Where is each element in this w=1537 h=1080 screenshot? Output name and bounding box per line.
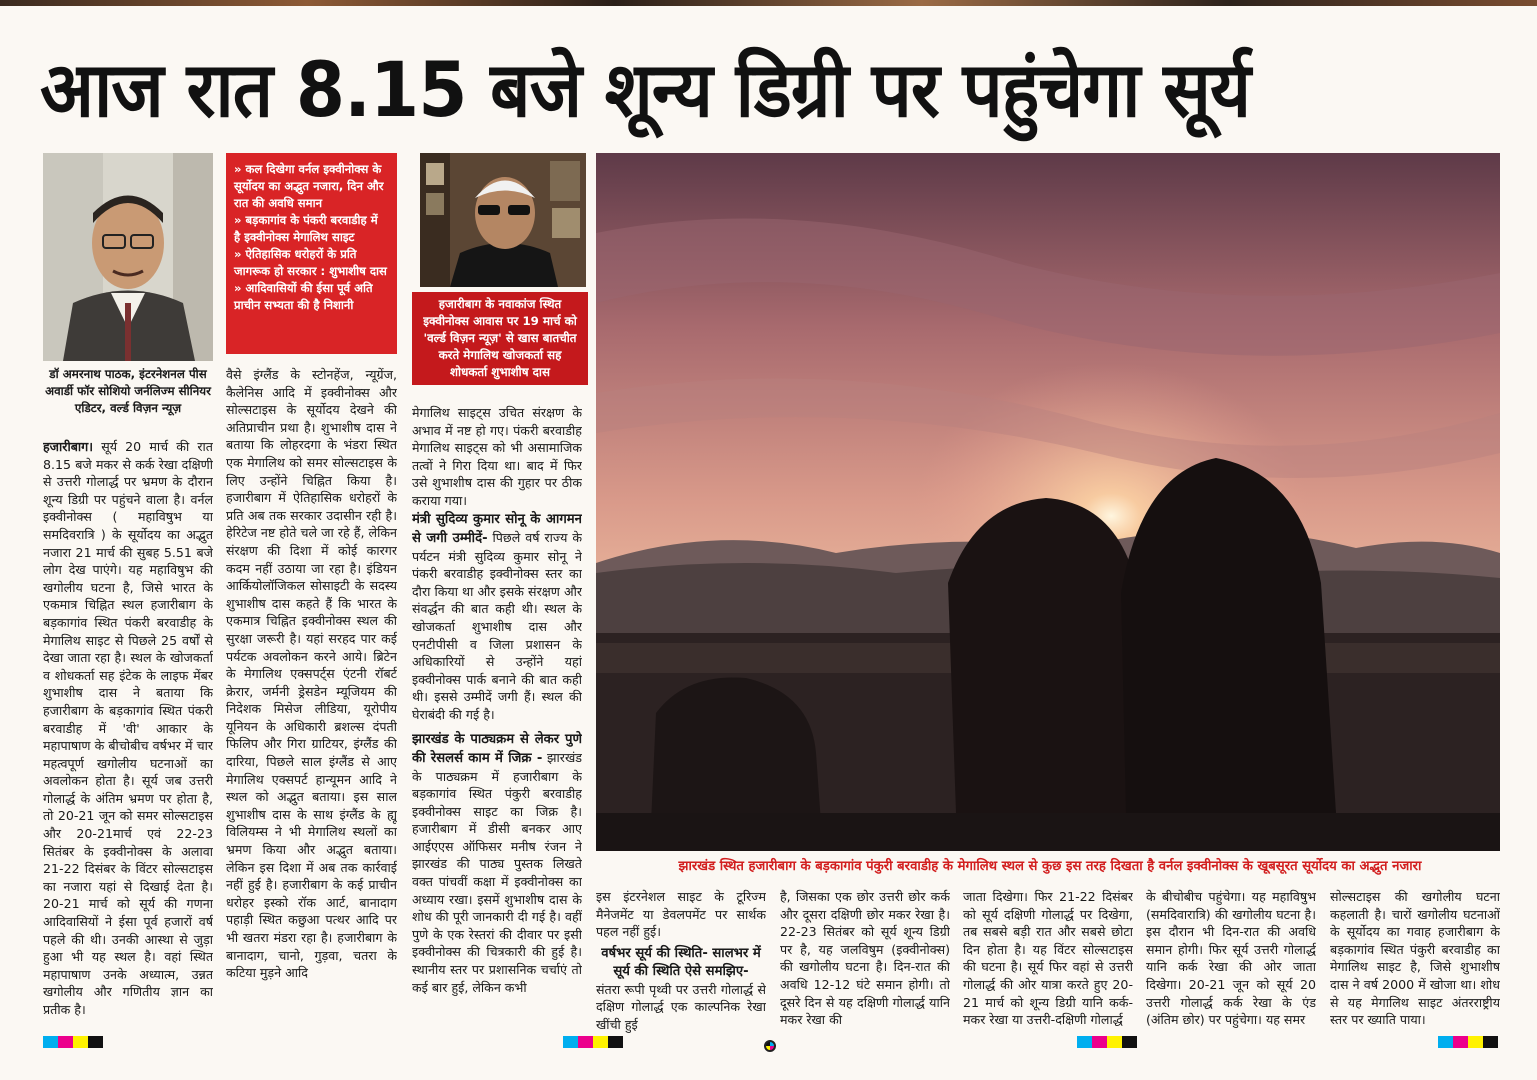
article-paragraph: सोल्सटाइस की खगोलीय घटना कहलाती है। चारों खगोलीय घटनाओं के सूर्योदय का गवाह हजारीबाग के बड़कागांव स्थित पंकुरी बरवाडीह का मेगालिथ साइट है, जिसे शुभाशीष दास ने वर्ष 2000 में खोजा था। शोध से यह मेगालिथ साइट अंतरराष्ट्रीय स्तर पर ख्याति पाया।	[1330, 889, 1500, 1028]
article-paragraph: के बीचोबीच पहुंचेगा। यह महाविषुभ (समदिवारात्रि) की खगोलीय घटना है। इस दौरान भी दिन-रात की अवधि समान होगी। फिर सूर्य उत्तरी गोलार्द्ध यानि कर्क रेखा की ओर जाता दिखेगा। 20-21 जून को सूर्य 20 उत्तरी गोलार्द्ध कर्क रेखा के एंड (अंतिम छोर) पर पहुंचेगा। यह समर	[1146, 889, 1316, 1028]
highlight-item: » ऐतिहासिक धरोहरों के प्रति जागरूक हो सरकार : शुभाशीष दास	[234, 247, 387, 278]
subheading: वर्षभर सूर्य की स्थिति- सालभर में सूर्य की स्थिति ऐसे समझिए-	[601, 945, 761, 979]
person1-photo	[43, 153, 213, 361]
article-paragraph	[43, 438, 213, 1019]
highlight-item: » आदिवासियों की ईसा पूर्व अति प्राचीन सभ्यता की है निशानी	[234, 281, 373, 312]
article-column-4	[596, 888, 766, 1036]
article-text: झारखंड के पाठ्यक्रम में हजारीबाग के बड़कागांव स्थित पंकुरी बरवाडीह इक्वीनोक्स साइट का जिक्र है। हजारीबाग में डीसी बनकर आए आईएएस ऑफिसर मनीष रंजन ने झारखंड की पाठ्य पुस्तक लिखते वक्त पांचवीं कक्षा में इक्वीनोक्स का अध्याय रखा। इसमें शुभाशीष दास के शोध की पूरी जानकारी दी गई है। वहीं पुणे के एक रेस्तरां की दीवार पर इसी इक्वीनोक्स की चित्रकारी की हुई है। स्थानीय स्तर पर प्रशासनिक चर्चाएं तो कई बार हुई, लेकिन कभी	[412, 749, 582, 995]
dateline: हजारीबाग।	[43, 439, 94, 454]
article-paragraph: है, जिसका एक छोर उत्तरी छोर कर्क और दूसरा दक्षिणी छोर मकर रेखा है। 22-23 सितंबर को सूर्य शून्य डिग्री पर है, यह जलविषुम (इक्वीनोक्स) की खगोलीय घटना है। दिन-रात की अवधि 12-12 घंटे समान होगी। तो दूसरे दिन से यह दक्षिणी गोलार्द्ध यानि मकर रेखा की	[780, 889, 950, 1028]
registration-mark-icon	[764, 1040, 776, 1052]
top-image-strip	[0, 0, 1537, 6]
article-column-1	[43, 438, 213, 1036]
person1-caption: डॉ अमरनाथ पाठक, इंटरनेशनल पीस अवार्डी फॉर सोशियो जर्नलिज्म सीनियर एडिटर, वर्ल्ड विज़न न्यूज़	[45, 367, 211, 415]
article-paragraph: संतरा रूपी पृथ्वी पर उत्तरी गोलार्द्ध से दक्षिण गोलार्द्ध एक काल्पनिक रेखा खींची हुई	[596, 981, 766, 1032]
article-paragraph	[412, 510, 582, 724]
article-text: पिछले वर्ष राज्य के पर्यटन मंत्री सुदिव्य कुमार सोनू ने पंकरी बरवाडीह इक्वीनोक्स स्तर का दौरा किया था और इसके संरक्षण और संवर्द्धन की बात कही थी। स्थल के खोजकर्ता शुभाशीष दास और एनटीपीसी व जिला प्रशासन के अधिकारियों से उन्होंने यहां इक्वीनोक्स पार्क बनाने की बात कही थी। इससे उम्मीदें जगी हैं। स्थल की घेराबंदी की गई है।	[412, 529, 582, 722]
person2-photo	[420, 153, 586, 287]
article-paragraph: वैसे इंग्लैंड के स्टोनहेंज, न्यूग्रेंज, कैलेनिस आदि में इक्वीनोक्स और सोल्सटाइस के सूर्योदय देखने की अतिप्राचीन प्रथा है। शुभाशीष दास ने बताया कि लोहरदगा के भंडरा स्थित एक मेगालिथ को समर सोल्सटाइस के लिए उन्होंने चिह्नित किया है। हजारीबाग में ऐतिहासिक धरोहरों के प्रति अब तक सरकार उदासीन रही है। हेरिटेज नष्ट होते चले जा रहे हैं, लेकिन संरक्षण की दिशा में कोई कारगर कदम नहीं उठाया जा रहा है। इंडियन आर्कियोलॉजिकल सोसाइटी के सदस्य शुभाशीष दास कहते हैं कि भारत के एकमात्र चिह्नित इक्वीनोक्स स्थल की सुरक्षा जरूरी है। यहां सरहद पार कई पर्यटक अवलोकन करने आये। ब्रिटेन के मेगालिथ एक्सपर्ट्स एंटनी रॉबर्ट क्रेरार, जर्मनी ड्रेसडेन म्यूजियम की निदेशक मिसेज लीडिया, यूरोपीय यूनियन के अधिकारी ब्रशल्स दंपती फिलिप और गिरा ग्राटियर, इंग्लैंड की दारिया, पिछले साल इंग्लैंड से आए मेगालिथ एक्सपर्ट हान्यूमन आदि ने स्थल को अद्भुत बताया। इस साल शुभाशीष दास के साथ इंग्लैंड के ह्यू विलियम्स ने भी मेगालिथ स्थलों का भ्रमण किया और अद्भुत बताया। लेकिन इस दिशा में अब तक कार्रवाई नहीं हुई है। हजारीबाग के कई प्राचीन धरोहर इस्को रॉक आर्ट, बानादाग पहाड़ी स्थित कछुआ पत्थर आदि पर भी खतरा मंडरा रहा है। हजारीबाग के बानादाग, चानो, गुड़वा, चतरा के कटिया मुड़ने आदि	[226, 367, 397, 981]
headline: आज रात 8.15 बजे शून्य डिग्री पर पहुंचेगा सूर्य	[40, 45, 1251, 134]
main-photo-caption: झारखंड स्थित हजारीबाग के बड़कागांव पंकुरी बरवाडीह के मेगालिथ स्थल से कुछ इस तरह दिखता है वर्नल इक्वीनोक्स के खूबसूरत सूर्योदय का अद्भुत नजारा	[678, 859, 1422, 874]
article-column-8	[1330, 888, 1500, 1036]
article-paragraph: जाता दिखेगा। फिर 21-22 दिसंबर को सूर्य दक्षिणी गोलार्द्ध पर दिखेगा, तब सबसे बड़ी रात और सबसे छोटा दिन होता है। यह विंटर सोल्सटाइस की घटना है। सूर्य फिर वहां से उत्तरी गोलार्द्ध की ओर यात्रा करते हुए 20-21 मार्च को शून्य डिग्री यानि कर्क-मकर रेखा या उत्तरी-दक्षिणी गोलार्द्ध	[963, 889, 1133, 1028]
subheading: झारखंड के पाठ्यक्रम से लेकर पुणे की रेसलर्स काम में जिक्र -	[412, 731, 582, 766]
cmyk-color-bar-icon	[1438, 1036, 1498, 1048]
subheading: मंत्री सुदिव्य कुमार सोनू के आगमन से जगी उम्मीदें-	[412, 511, 582, 546]
highlight-item: » बड़कागांव के पंकरी बरवाडीह में है इक्वीनोक्स मेगालिथ साइट	[234, 213, 378, 244]
cmyk-color-bar-icon	[1077, 1036, 1137, 1048]
article-column-3	[412, 404, 582, 1036]
cmyk-color-bar-icon	[43, 1036, 103, 1048]
article-text: सूर्य 20 मार्च की रात 8.15 बजे मकर से कर्क रेखा दक्षिणी से उत्तरी गोलार्द्ध पर भ्रमण के दौरान शून्य डिग्री पर पहुंचने वाला है। वर्नल इक्वीनोक्स ( महाविषुभ या समदिवरात्रि ) के सूर्योदय का अद्भुत नजारा 21 मार्च की सुबह 5.51 बजे लोग देख पाएंगे। यह महाविषुभ की खगोलीय घटना है, जिसे भारत के एकमात्र चिह्नित स्थल हजारीबाग के बड़कागांव स्थित पंकरी बरवाडीह के मेगालिथ साइट से पिछले 25 वर्षों से देखा जाता रहा है। स्थल के खोजकर्ता व शोधकर्ता सह इंटेक के लाइफ मेंबर शुभाशीष दास ने बताया कि हजारीबाग के बड़कागांव स्थित पंकरी बरवाडीह में 'वी' आकार के महापाषाण के बीचोबीच वर्षभर में चार महत्वपूर्ण खगोलीय घटनाओं का अवलोकन होता है। सूर्य जब उत्तरी गोलार्द्ध के अंतिम भ्रमण पर होता है, तो 20-21 जून को समर सोल्सटाइस और 20-21मार्च एवं 22-23 सितंबर के इक्वीनोक्स के अलावा 21-22 दिसंबर के विंटर सोल्सटाइस का नजारा यहां से दिखाई देता है। 20-21 मार्च को सूर्य की गणना आदिवासियों ने ईसा पूर्व हजारों वर्ष पहले की थी। उनकी आस्था से जुड़ा हुआ भी यह स्थल है। वहां स्थित महापाषाण उनके अध्यात्म, उन्नत खगोलीय और गणितीय ज्ञान का प्रतीक है।	[43, 439, 213, 1017]
article-paragraph: इस इंटरनेशल साइट के टूरिज्म मैनेजमेंट या डेवलपमेंट पर सार्थक पहल नहीं हुई।	[596, 889, 766, 940]
article-column-2	[226, 366, 397, 1036]
article-column-6	[963, 888, 1133, 1036]
article-column-7	[1146, 888, 1316, 1036]
person2-caption: हजारीबाग के नवाकांज स्थित इक्वीनोक्स आवास पर 19 मार्च को 'वर्ल्ड विज़न न्यूज़' से खास बातचीत करते मेगालिथ खोजकर्ता सह शोधकर्ता शुभाशीष दास	[412, 292, 588, 385]
highlights-box	[226, 153, 397, 354]
article-paragraph	[412, 730, 582, 997]
highlight-item: » कल दिखेगा वर्नल इक्वीनोक्स के सूर्योदय का अद्भुत नजारा, दिन और रात की अवधि समान	[234, 162, 384, 210]
article-paragraph: मेगालिथ साइट्स उचित संरक्षण के अभाव में नष्ट हो गए। पंकरी बरवाडीह मेगालिथ साइट्स को भी असामाजिक तत्वों ने गिरा दिया था। बाद में फिर उसे शुभाशीष दास की गुहार पर ठीक कराया गया।	[412, 405, 582, 508]
cmyk-color-bar-icon	[563, 1036, 623, 1048]
main-sunrise-photo	[596, 153, 1500, 851]
article-column-5	[780, 888, 950, 1036]
